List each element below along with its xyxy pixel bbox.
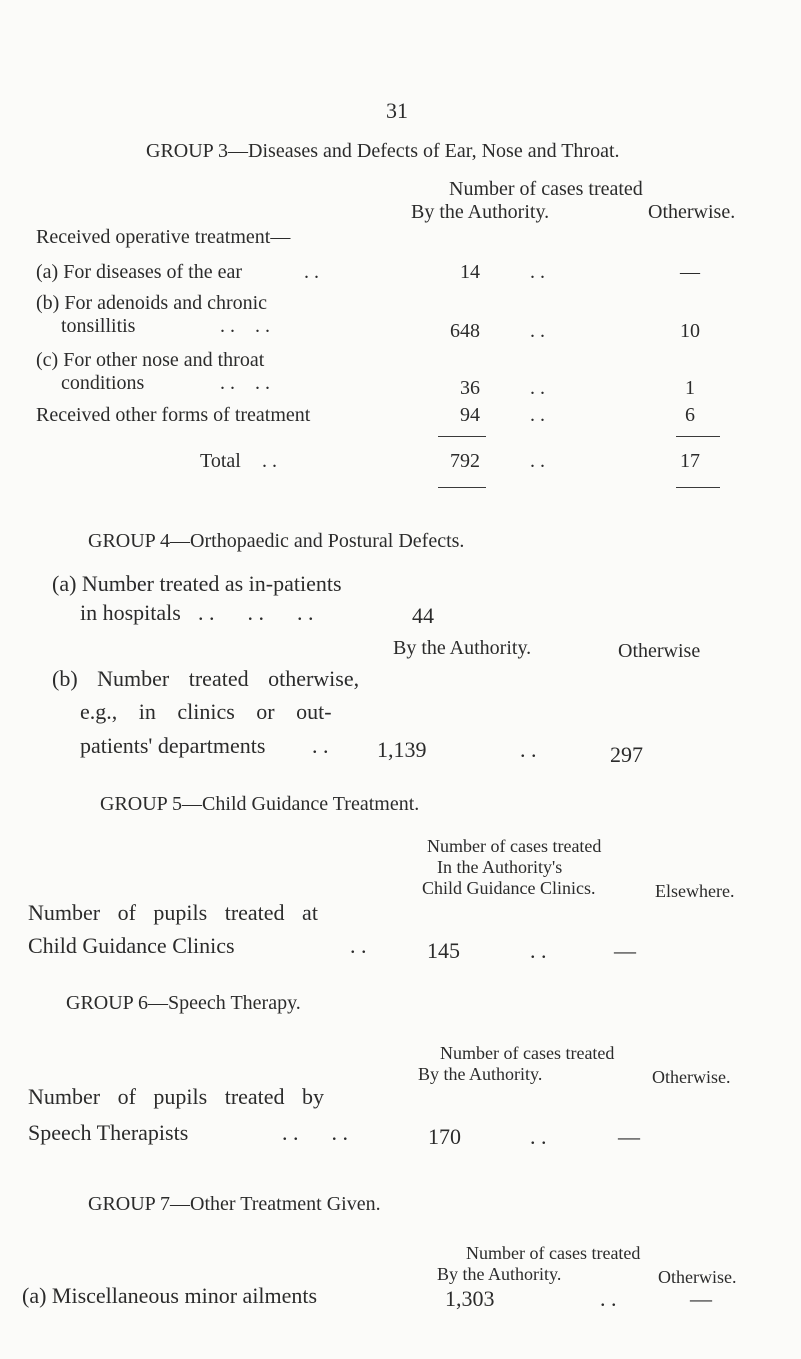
group-3-row-label-continued: conditions — [61, 372, 145, 394]
group-3-row-label: (c) For other nose and throat — [36, 349, 265, 371]
group-6-otherwise-header: Otherwise. — [652, 1067, 731, 1087]
group-3-total-authority: 792 — [450, 450, 480, 472]
leader-dots: . . . . — [220, 372, 270, 394]
group-7-heading: GROUP 7—Other Treatment Given. — [88, 1193, 381, 1215]
group-5-elsewhere-header: Elsewhere. — [655, 881, 735, 901]
group-3-authority-value: 648 — [450, 320, 480, 342]
group-7-otherwise-value: — — [690, 1286, 712, 1311]
leader-dots: . . — [520, 737, 537, 762]
leader-dots: . . — [530, 261, 545, 283]
group-4-authority-header: By the Authority. — [393, 637, 532, 659]
leader-dots: . . — [530, 404, 545, 426]
group-3-row-label: (a) For diseases of the ear — [36, 261, 243, 283]
group-4-item-b-otherwise: 297 — [610, 742, 643, 767]
leader-dots: . . . . . . — [198, 600, 314, 625]
group-3-otherwise-value: 6 — [685, 404, 695, 426]
group-3-total-label: Total — [200, 450, 241, 472]
leader-dots: . . — [530, 1124, 547, 1149]
group-3-otherwise-value: 1 — [685, 377, 695, 399]
group-3-authority-header: By the Authority. — [411, 201, 550, 223]
group-3-otherwise-value: — — [680, 261, 700, 283]
group-3-column-header: Number of cases treated — [449, 178, 643, 200]
page-number: 31 — [386, 98, 408, 123]
group-6-authority-header: By the Authority. — [418, 1064, 543, 1084]
group-6-column-header: Number of cases treated — [440, 1043, 615, 1063]
group-3-row-label-continued: tonsillitis — [61, 315, 136, 337]
leader-dots: . . — [304, 261, 319, 283]
leader-dots: . . . . — [220, 315, 270, 337]
group-5-row-label: Number of pupils treated at — [28, 900, 318, 925]
group-3-row-label: Received other forms of treatment — [36, 404, 311, 426]
total-rule-bottom — [676, 487, 720, 488]
leader-dots: . . — [530, 938, 547, 963]
group-3-otherwise-value: 10 — [680, 320, 700, 342]
group-5-elsewhere-value: — — [614, 938, 636, 963]
group-5-row-label-continued: Child Guidance Clinics — [28, 933, 235, 958]
leader-dots: . . — [312, 733, 329, 758]
leader-dots: . . — [262, 450, 277, 472]
group-5-column-header-line2: In the Authority's — [437, 857, 563, 877]
group-3-authority-value: 94 — [460, 404, 480, 426]
group-5-heading: GROUP 5—Child Guidance Treatment. — [100, 793, 420, 815]
group-3-total-otherwise: 17 — [680, 450, 700, 472]
leader-dots: . . — [530, 377, 545, 399]
group-7-column-header: Number of cases treated — [466, 1243, 641, 1263]
leader-dots: . . — [530, 450, 545, 472]
group-6-heading: GROUP 6—Speech Therapy. — [66, 992, 301, 1014]
group-4-item-a-value: 44 — [412, 603, 434, 628]
leader-dots: . . — [350, 933, 367, 958]
group-7-row-label: (a) Miscellaneous minor ailments — [22, 1283, 318, 1308]
total-rule-top — [438, 436, 486, 437]
group-6-row-label-continued: Speech Therapists — [28, 1120, 189, 1145]
group-7-otherwise-header: Otherwise. — [658, 1267, 737, 1287]
group-6-row-label: Number of pupils treated by — [28, 1084, 325, 1109]
group-3-row-label: (b) For adenoids and chronic — [36, 292, 268, 314]
group-3-section-label: Received operative treatment— — [36, 226, 291, 248]
leader-dots: . . — [600, 1286, 617, 1311]
group-4-item-a-label: (a) Number treated as in-patients — [52, 571, 342, 596]
group-5-column-header: Number of cases treated — [427, 836, 602, 856]
leader-dots: . . — [530, 320, 545, 342]
group-5-authority-value: 145 — [427, 938, 460, 963]
total-rule-bottom — [438, 487, 486, 488]
group-7-authority-value: 1,303 — [445, 1286, 495, 1311]
group-5-column-header-line3: Child Guidance Clinics. — [422, 878, 596, 898]
group-3-heading: GROUP 3—Diseases and Defects of Ear, Nose and Throat. — [146, 140, 620, 162]
group-4-item-b-label: (b) Number treated otherwise, — [52, 666, 360, 691]
group-7-authority-header: By the Authority. — [437, 1264, 562, 1284]
group-4-heading: GROUP 4—Orthopaedic and Postural Defects. — [88, 530, 465, 552]
group-3-authority-value: 14 — [460, 261, 480, 283]
group-4-otherwise-header: Otherwise — [618, 640, 701, 662]
total-rule-top — [676, 436, 720, 437]
leader-dots: . . . . — [282, 1120, 348, 1145]
group-6-otherwise-value: — — [618, 1124, 640, 1149]
group-4-item-b-authority: 1,139 — [377, 737, 427, 762]
group-4-item-b-label-continued: patients' departments — [80, 733, 266, 758]
group-3-authority-value: 36 — [460, 377, 480, 399]
group-4-item-b-label-continued: e.g., in clinics or out- — [80, 699, 332, 724]
group-4-item-a-label-continued: in hospitals — [80, 600, 181, 625]
group-3-otherwise-header: Otherwise. — [648, 201, 736, 223]
group-6-authority-value: 170 — [428, 1124, 461, 1149]
